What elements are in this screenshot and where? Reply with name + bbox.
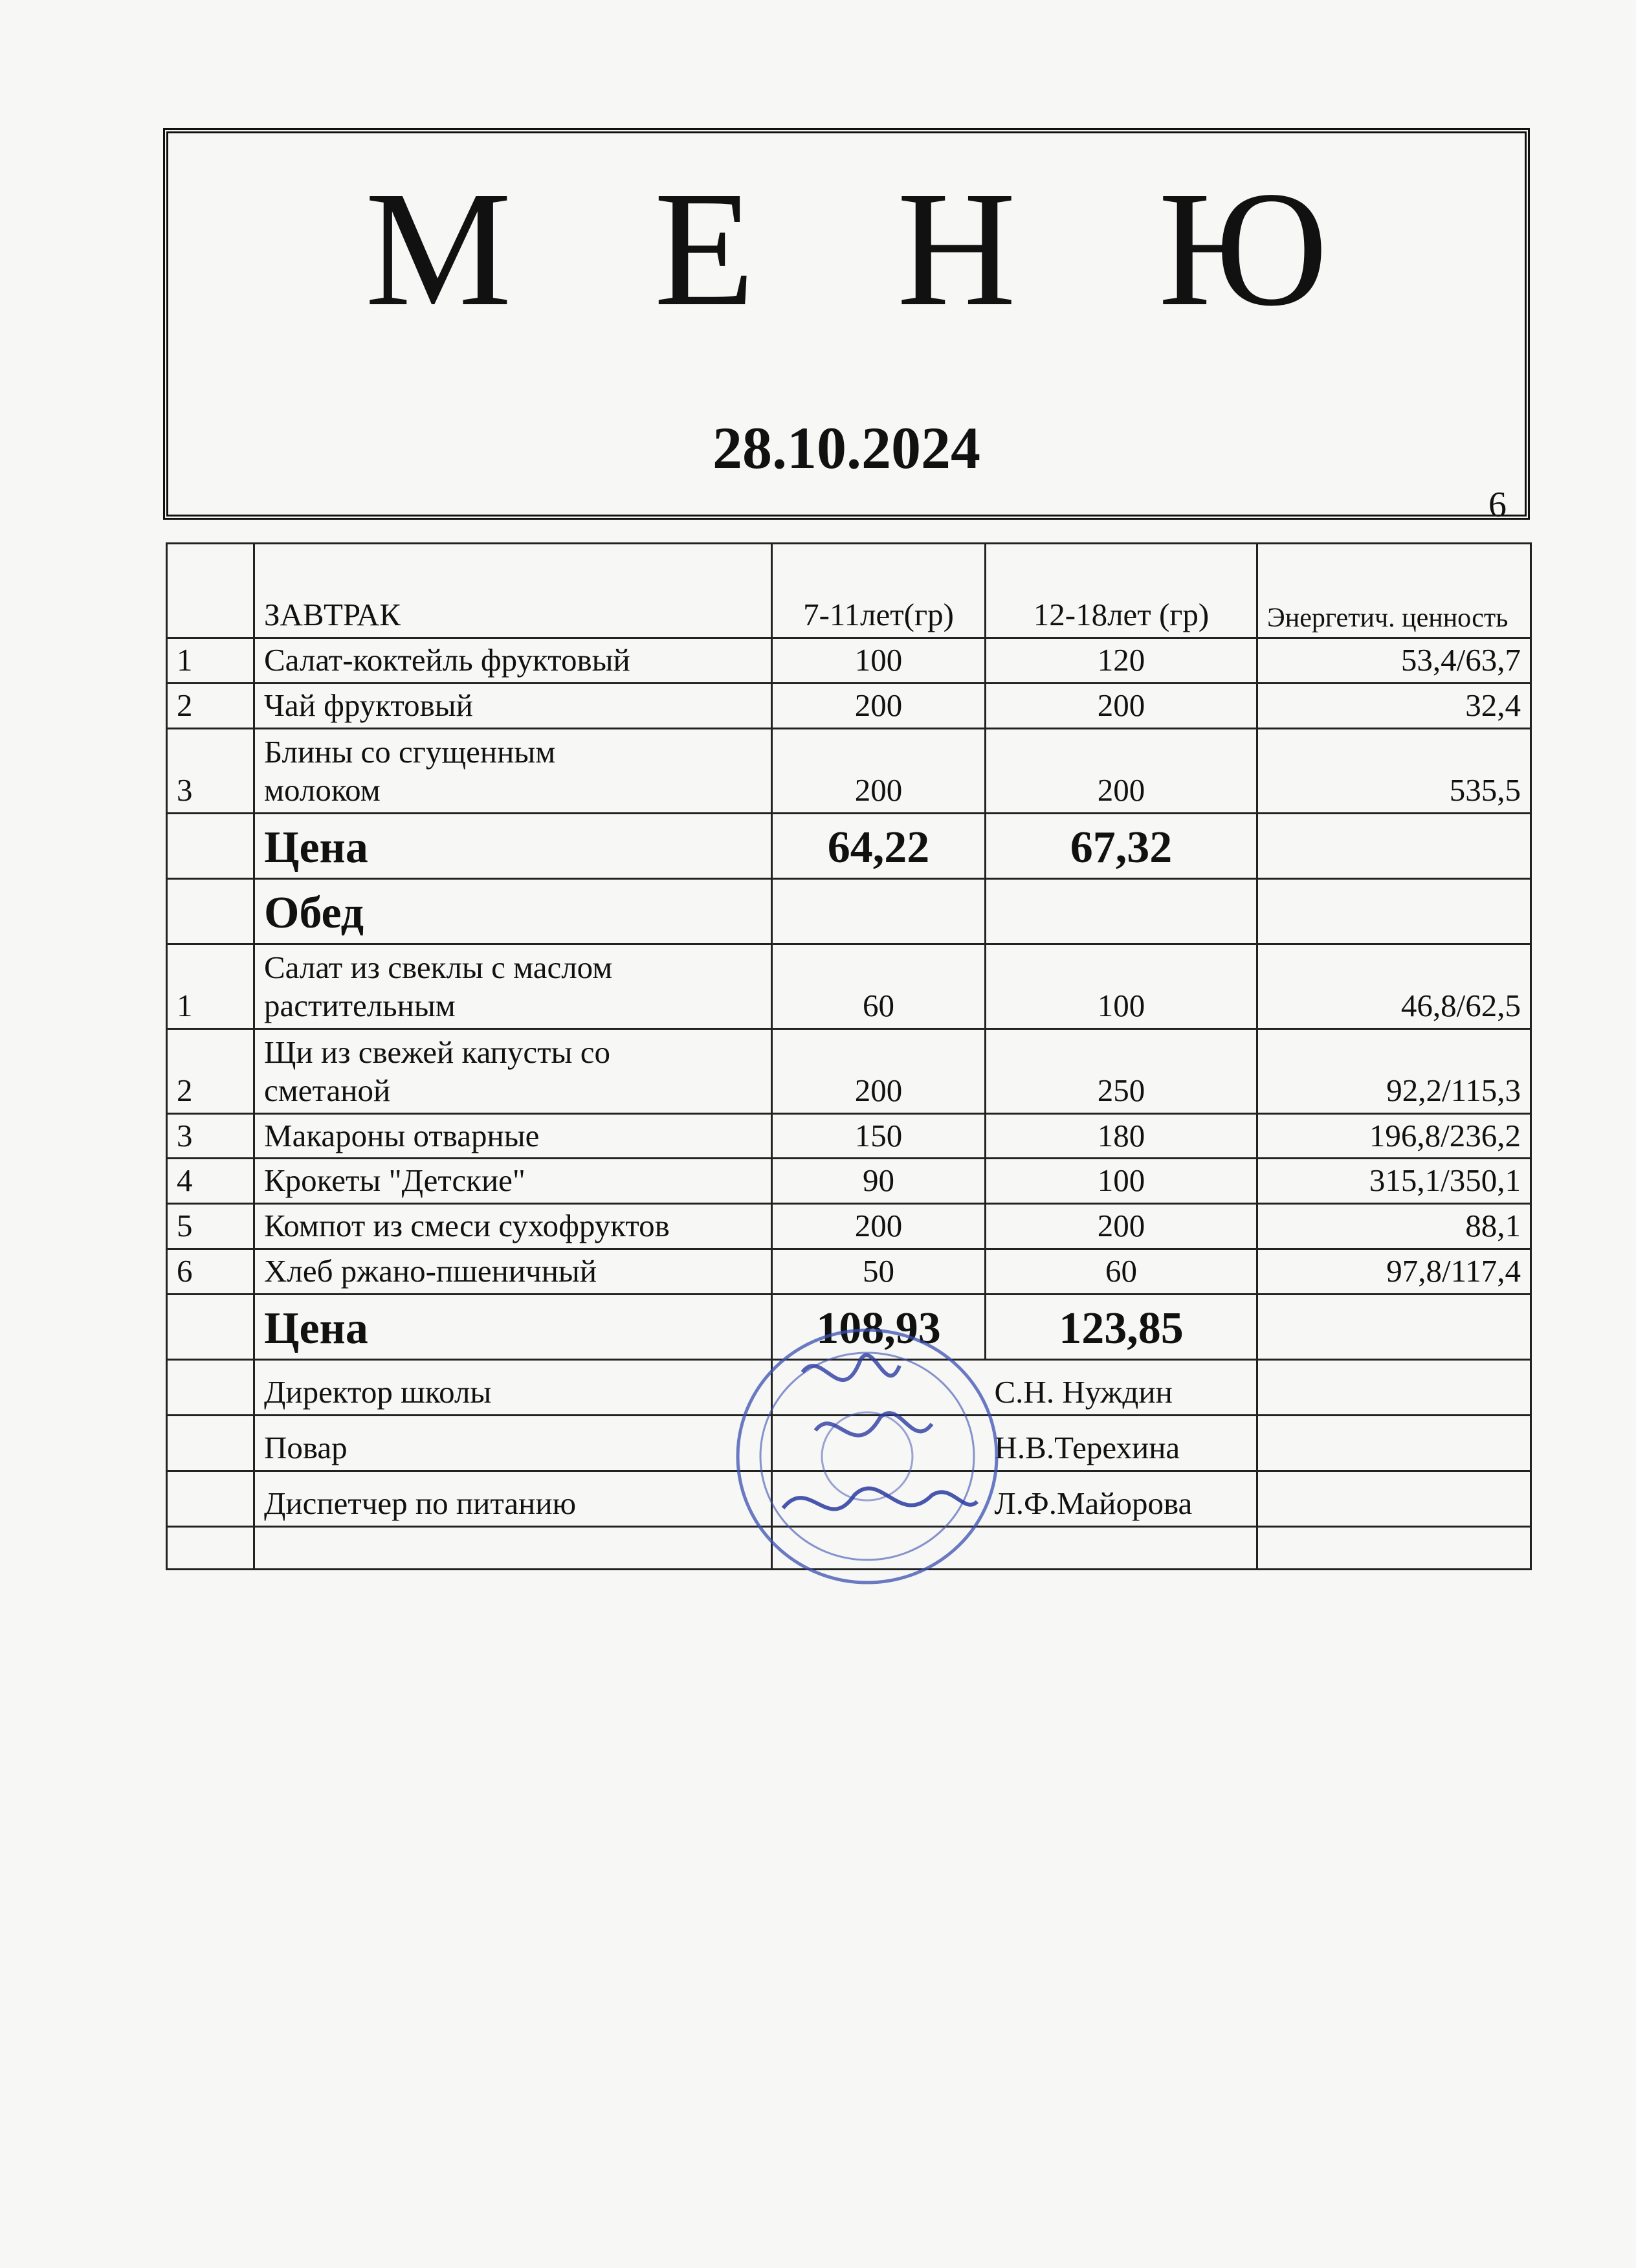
portion-12-18: 250 xyxy=(986,1028,1257,1113)
portion-7-11: 200 xyxy=(772,1204,986,1249)
portion-12-18: 120 xyxy=(986,638,1257,684)
lunch-heading: Обед xyxy=(254,878,772,944)
portion-7-11: 90 xyxy=(772,1159,986,1204)
item-name-line2: сметаной xyxy=(264,1072,391,1108)
cell-empty xyxy=(167,813,254,878)
signature-role: Повар xyxy=(254,1415,772,1471)
page-number: 6 xyxy=(1488,485,1507,525)
cell-empty xyxy=(1257,1294,1531,1359)
portion-7-11: 200 xyxy=(772,683,986,728)
official-stamp xyxy=(705,1320,1029,1592)
item-name-line2: растительным xyxy=(264,987,456,1023)
portion-7-11: 50 xyxy=(772,1249,986,1294)
item-number: 3 xyxy=(167,1113,254,1159)
item-name-line1: Щи из свежей капусты со xyxy=(264,1034,610,1070)
item-name: Макароны отварные xyxy=(254,1113,772,1159)
cell-empty xyxy=(167,1415,254,1471)
cell-empty xyxy=(1257,1471,1531,1526)
table-row xyxy=(167,944,1531,1028)
portion-12-18: 100 xyxy=(986,944,1257,1028)
portion-7-11: 150 xyxy=(772,1113,986,1159)
signature-role: Директор школы xyxy=(254,1359,772,1415)
item-name-line1: Салат из свеклы с маслом xyxy=(264,950,613,985)
table-header-row xyxy=(167,544,1531,638)
energy-value: 97,8/117,4 xyxy=(1257,1249,1531,1294)
energy-value: 92,2/115,3 xyxy=(1257,1028,1531,1113)
table-row xyxy=(167,1249,1531,1294)
column-header-energy: Энергетич. ценность xyxy=(1257,544,1531,638)
price-7-11: 64,22 xyxy=(772,813,986,878)
cell-empty xyxy=(167,1471,254,1526)
cell-empty xyxy=(254,1526,772,1569)
signature-mark xyxy=(802,1355,900,1380)
item-name-line2: молоком xyxy=(264,772,381,808)
cell-empty xyxy=(772,878,986,944)
table-row xyxy=(167,1204,1531,1249)
header-box xyxy=(163,128,1530,520)
energy-value: 32,4 xyxy=(1257,683,1531,728)
energy-value: 315,1/350,1 xyxy=(1257,1159,1531,1204)
energy-value: 88,1 xyxy=(1257,1204,1531,1249)
signature-name: Л.Ф.Майорова xyxy=(986,1471,1257,1526)
portion-7-11: 200 xyxy=(772,1028,986,1113)
cell-empty xyxy=(1257,1526,1531,1569)
table-row xyxy=(167,638,1531,684)
item-number: 2 xyxy=(167,683,254,728)
menu-date: 28.10.2024 xyxy=(713,415,980,481)
portion-12-18: 180 xyxy=(986,1113,1257,1159)
cell-empty xyxy=(167,878,254,944)
item-name: Чай фруктовый xyxy=(254,683,772,728)
signature-name: С.Н. Нуждин xyxy=(986,1359,1257,1415)
table-row xyxy=(167,1028,1531,1113)
table-row xyxy=(167,1159,1531,1204)
item-name-line1: Блины со сгущенным xyxy=(264,734,556,770)
portion-12-18: 60 xyxy=(986,1249,1257,1294)
price-label: Цена xyxy=(254,1294,772,1359)
price-row xyxy=(167,813,1531,878)
table-row xyxy=(167,728,1531,813)
table-row xyxy=(167,1113,1531,1159)
portion-7-11: 60 xyxy=(772,944,986,1028)
signature-mark xyxy=(815,1413,932,1436)
item-name xyxy=(254,728,772,813)
item-number: 1 xyxy=(167,638,254,684)
energy-value: 535,5 xyxy=(1257,728,1531,813)
item-name: Крокеты "Детские" xyxy=(254,1159,772,1204)
cell-empty xyxy=(167,1359,254,1415)
cell-empty xyxy=(167,544,254,638)
item-number: 6 xyxy=(167,1249,254,1294)
price-7-11: 108,93 xyxy=(772,1294,986,1359)
page-title: М Е Н Ю xyxy=(365,158,1378,340)
item-name: Салат-коктейль фруктовый xyxy=(254,638,772,684)
portion-12-18: 200 xyxy=(986,728,1257,813)
price-12-18: 123,85 xyxy=(986,1294,1257,1359)
item-name xyxy=(254,1028,772,1113)
item-name: Компот из смеси сухофруктов xyxy=(254,1204,772,1249)
item-name xyxy=(254,944,772,1028)
portion-7-11: 100 xyxy=(772,638,986,684)
portion-7-11: 200 xyxy=(772,728,986,813)
cell-empty xyxy=(1257,1359,1531,1415)
item-number: 5 xyxy=(167,1204,254,1249)
price-12-18: 67,32 xyxy=(986,813,1257,878)
portion-12-18: 100 xyxy=(986,1159,1257,1204)
item-number: 2 xyxy=(167,1028,254,1113)
cell-empty xyxy=(167,1294,254,1359)
price-label: Цена xyxy=(254,813,772,878)
item-number: 1 xyxy=(167,944,254,1028)
signature-name: Н.В.Терехина xyxy=(986,1415,1257,1471)
portion-12-18: 200 xyxy=(986,1204,1257,1249)
cell-empty xyxy=(167,1526,254,1569)
section-row xyxy=(167,878,1531,944)
item-number: 4 xyxy=(167,1159,254,1204)
column-header-age-12-18: 12-18лет (гр) xyxy=(986,544,1257,638)
energy-value: 196,8/236,2 xyxy=(1257,1113,1531,1159)
item-number: 3 xyxy=(167,728,254,813)
energy-value: 53,4/63,7 xyxy=(1257,638,1531,684)
energy-value: 46,8/62,5 xyxy=(1257,944,1531,1028)
cell-empty xyxy=(1257,878,1531,944)
cell-empty xyxy=(986,878,1257,944)
signature-role: Диспетчер по питанию xyxy=(254,1471,772,1526)
item-name: Хлеб ржано-пшеничный xyxy=(254,1249,772,1294)
cell-empty xyxy=(1257,813,1531,878)
breakfast-heading: ЗАВТРАК xyxy=(254,544,772,638)
cell-empty xyxy=(1257,1415,1531,1471)
table-row xyxy=(167,683,1531,728)
column-header-age-7-11: 7-11лет(гр) xyxy=(772,544,986,638)
portion-12-18: 200 xyxy=(986,683,1257,728)
